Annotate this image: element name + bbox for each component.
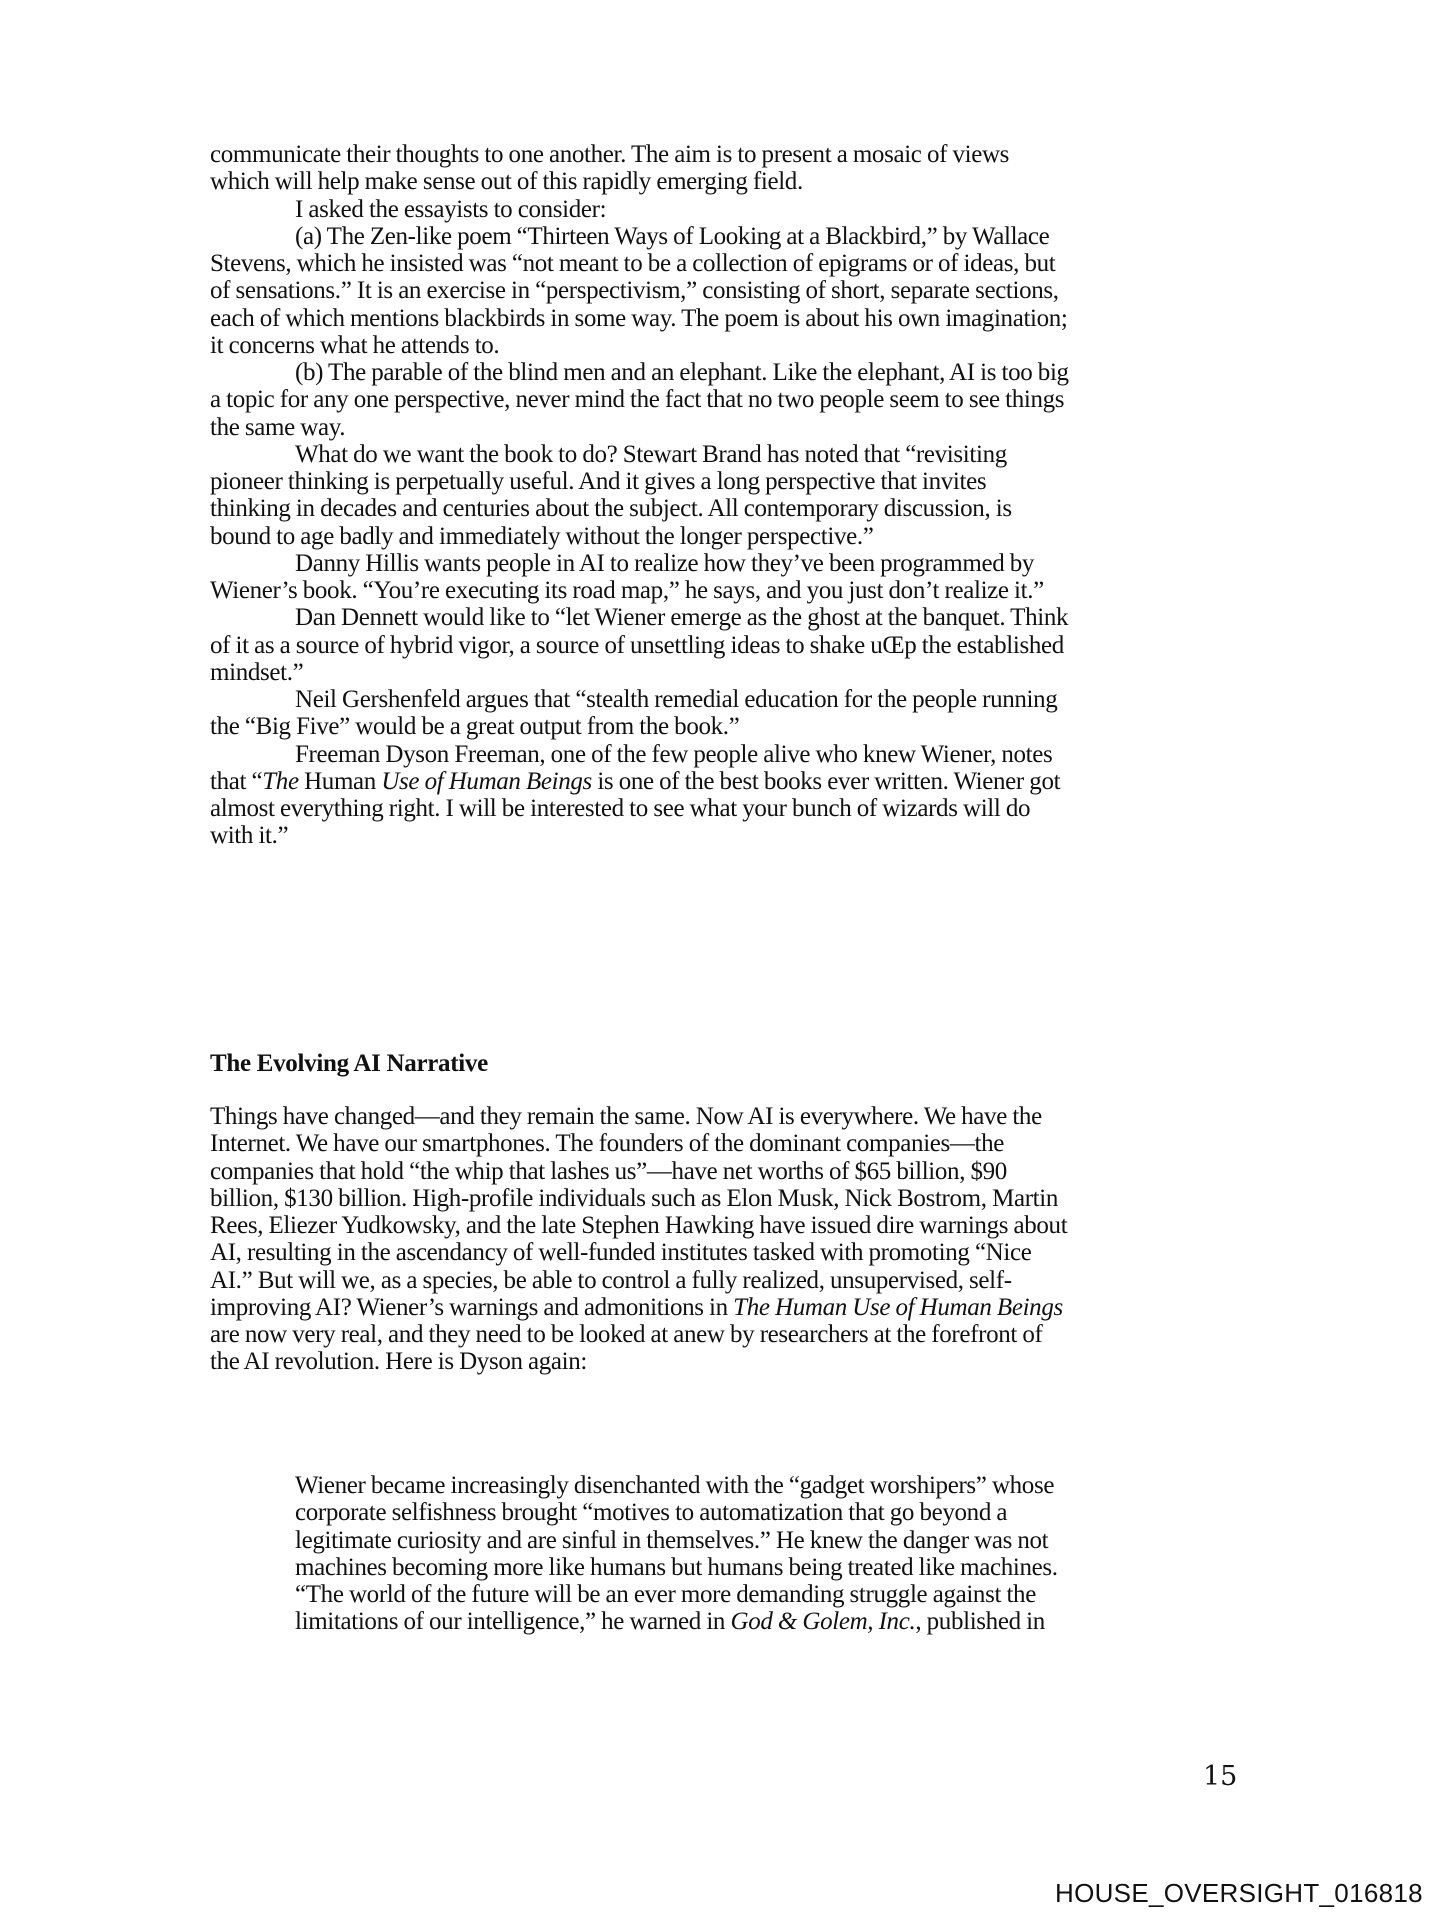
text-line — [295, 1499, 1007, 1527]
text-run: Dan Dennett would like to “let Wiener emerge as the ghost at the banquet. Think — [295, 604, 1069, 632]
text-line — [210, 713, 739, 741]
text-line — [295, 686, 1057, 714]
text-run: What do we want the book to do? Stewart Brand has noted that “revisiting — [295, 440, 1007, 468]
text-line — [210, 495, 1012, 523]
text-run: the AI revolution. Here is Dyson again: — [210, 1348, 588, 1376]
text-line — [295, 196, 606, 224]
italic-title: The Human Use of Human Beings — [733, 1293, 1063, 1321]
italic-title: The — [262, 767, 299, 795]
text-line — [210, 632, 1064, 660]
text-run: limitations of our intelligence,” he warned in — [295, 1608, 731, 1636]
text-run: Human — [298, 767, 382, 795]
text-run: of it as a source of hybrid vigor, a source of unsettling ideas to shake uŒp the established — [210, 631, 1064, 659]
text-run: communicate their thoughts to one another. The aim is to present a mosaic of views — [210, 141, 1010, 168]
text-run: “The world of the future will be an ever more demanding struggle against the — [295, 1581, 1036, 1608]
text-run: Wiener became increasingly disenchanted with the “gadget worshipers” whose — [295, 1472, 1055, 1499]
text-line — [295, 1608, 1045, 1636]
italic-title: Use of Human Beings — [381, 767, 592, 795]
text-run: the same way. — [210, 413, 346, 441]
bates-number: HOUSE_OVERSIGHT_016818 — [1055, 1878, 1423, 1908]
text-line — [295, 359, 1069, 387]
text-line — [210, 168, 803, 196]
text-line — [210, 1130, 1004, 1158]
text-run: Freeman Dyson Freeman, one of the few people alive who knew Wiener, notes — [295, 740, 1053, 768]
text-line — [210, 414, 345, 442]
text-line — [210, 1239, 1031, 1267]
text-run: mindset.” — [210, 658, 304, 686]
text-line — [210, 1212, 1067, 1240]
text-line — [210, 305, 1068, 333]
text-line — [210, 1348, 587, 1376]
text-run: it concerns what he attends to. — [210, 331, 500, 359]
text-run: (b) The parable of the blind men and an elephant. Like the elephant, AI is too big — [295, 359, 1069, 386]
text-line — [210, 1321, 1043, 1349]
text-line — [210, 577, 1044, 605]
text-line — [210, 1267, 1012, 1295]
text-run: Neil Gershenfeld argues that “stealth remedial education for the people running — [295, 686, 1058, 713]
text-line — [210, 468, 986, 496]
text-run: Internet. We have our smartphones. The founders of the dominant companies—the — [210, 1130, 1005, 1158]
text-run: Wiener’s book. “You’re executing its road map,” he says, and you just don’t realize it.” — [210, 577, 1044, 604]
text-run: almost everything right. I will be interested to see what your bunch of wizards will do — [210, 795, 1031, 822]
text-run: (a) The Zen-like poem “Thirteen Ways of Looking at a Blackbird,” by Wallace — [295, 222, 1050, 250]
text-run: each of which mentions blackbirds in some way. The poem is about his own imagination; — [210, 304, 1068, 332]
text-line — [295, 1472, 1054, 1500]
text-line — [210, 768, 1060, 796]
text-run: Stevens, which he insisted was “not meant to be a collection of epigrams or of ideas, but — [210, 250, 1056, 277]
text-line — [210, 250, 1055, 278]
text-run: which will help make sense out of this rapidly emerging field. — [210, 168, 803, 196]
text-run: the “Big Five” would be a great output from the book.” — [210, 713, 740, 741]
text-run: , published in — [915, 1608, 1045, 1636]
text-run: is one of the best books ever written. Wiener got — [591, 767, 1061, 795]
text-run: AI.” But will we, as a species, be able to control a fully realized, unsupervised, self- — [210, 1266, 1012, 1294]
text-line — [210, 1158, 1007, 1186]
text-line — [210, 795, 1030, 823]
text-line — [210, 386, 1064, 414]
text-run: thinking in decades and centuries about the subject. All contemporary discussion, is — [210, 495, 1012, 523]
text-run: Things have changed—and they remain the same. Now AI is everywhere. We have the — [210, 1103, 1042, 1130]
text-line — [210, 277, 1059, 305]
text-run: pioneer thinking is perpetually useful. And it gives a long perspective that invites — [210, 468, 987, 495]
text-run: Danny Hillis wants people in AI to realize how they’ve been programmed by — [295, 549, 1035, 577]
text-line — [295, 1554, 1058, 1582]
text-run: bound to age badly and immediately without the longer perspective.” — [210, 522, 874, 550]
text-run: are now very real, and they need to be looked at anew by researchers at the forefront of — [210, 1321, 1043, 1348]
text-run: Rees, Eliezer Yudkowsky, and the late Stephen Hawking have issued dire warnings about — [210, 1212, 1068, 1239]
text-run: companies that hold “the whip that lashes us”—have net worths of $65 billion, $90 — [210, 1157, 1007, 1185]
text-run: a topic for any one perspective, never mind the fact that no two people seem to see things — [210, 386, 1065, 414]
text-run: I asked the essayists to consider: — [295, 195, 607, 223]
text-run: corporate selfishness brought “motives to automatization that go beyond a — [295, 1499, 1008, 1527]
text-line — [210, 1103, 1042, 1131]
text-run: improving AI? Wiener’s warnings and admonitions in — [210, 1293, 734, 1321]
text-run: machines becoming more like humans but humans being treated like machines. — [295, 1553, 1058, 1581]
text-line — [210, 822, 288, 850]
text-run: legitimate curiosity and are sinful in themselves.” He knew the danger was not — [295, 1526, 1049, 1554]
text-line — [295, 550, 1034, 578]
text-line — [210, 141, 1009, 169]
text-line — [295, 741, 1052, 769]
text-run: that “ — [210, 767, 263, 795]
text-run: of sensations.” It is an exercise in “perspectivism,” consisting of short, separate sections, — [210, 277, 1059, 305]
text-line — [295, 604, 1068, 632]
section-heading: The Evolving AI Narrative — [210, 1050, 488, 1077]
text-line — [295, 1581, 1036, 1609]
text-run: AI, resulting in the ascendancy of well-funded institutes tasked with promoting “Nice — [210, 1239, 1032, 1267]
text-line — [210, 523, 874, 551]
text-line — [210, 332, 499, 360]
page-number: 15 — [1203, 1761, 1238, 1792]
text-line — [295, 1527, 1048, 1555]
text-line — [295, 223, 1049, 251]
text-line — [295, 441, 1007, 469]
text-run: billion, $130 billion. High-profile individuals such as Elon Musk, Nick Bostrom, Martin — [210, 1184, 1059, 1212]
text-line — [210, 659, 303, 687]
text-run: with it.” — [210, 822, 289, 850]
text-line — [210, 1294, 1063, 1322]
italic-title: God & Golem, Inc. — [730, 1608, 916, 1636]
text-line — [210, 1185, 1058, 1213]
